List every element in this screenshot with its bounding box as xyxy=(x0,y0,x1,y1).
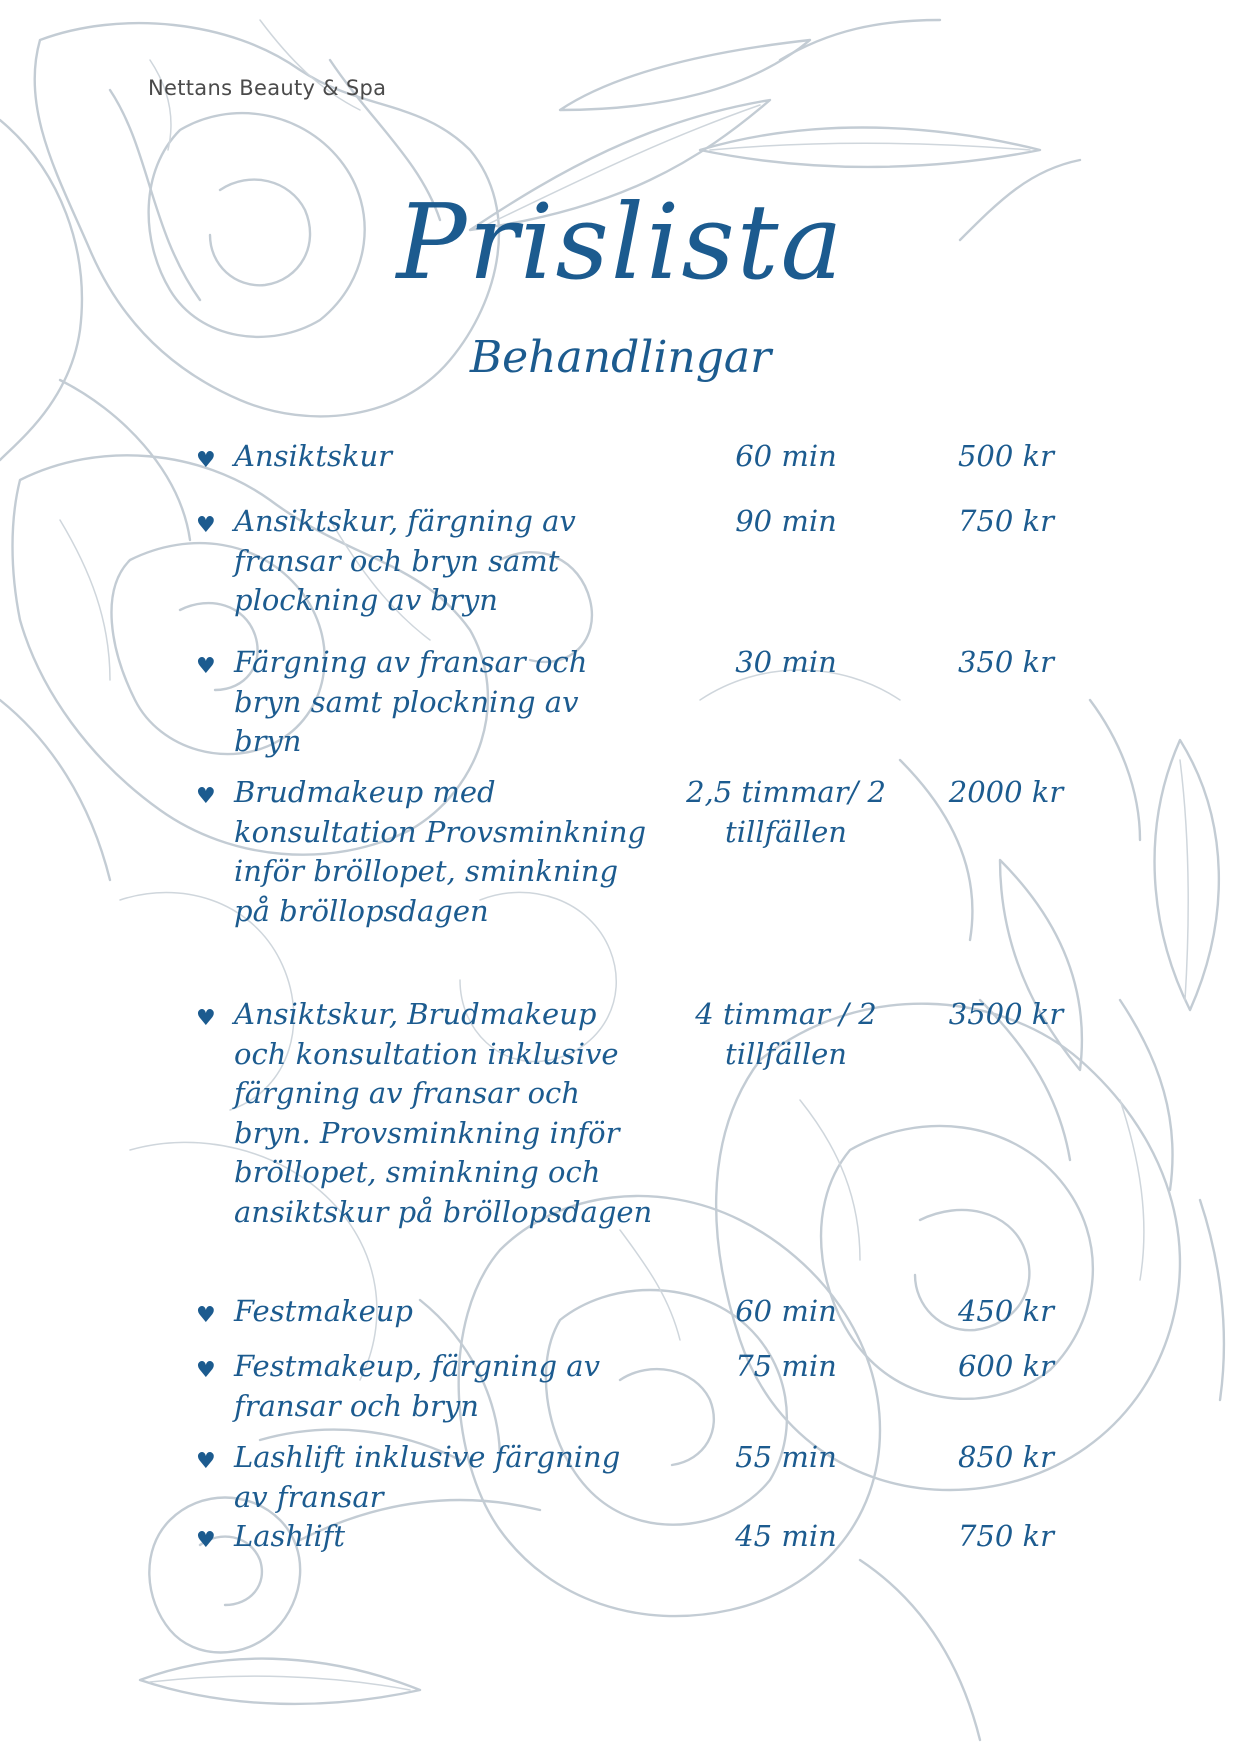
treatment-price: 350 kr xyxy=(957,645,1054,679)
heart-bullet-icon: ♥ xyxy=(196,1358,216,1383)
treatment-name: Ansiktskur, färgning av fransar och bryn samt plockning av bryn xyxy=(234,504,576,617)
treatment-name: Lashlift xyxy=(234,1519,346,1553)
treatment-duration: 4 timmar / 2 tillfällen xyxy=(695,997,877,1071)
heart-bullet-icon: ♥ xyxy=(196,1006,216,1031)
treatment-price: 600 kr xyxy=(957,1349,1054,1383)
treatment-duration: 45 min xyxy=(735,1519,837,1553)
treatment-duration: 75 min xyxy=(735,1349,837,1383)
section-subtitle: Behandlingar xyxy=(469,332,772,383)
treatment-name: Festmakeup, färgning av fransar och bryn xyxy=(234,1349,600,1423)
heart-bullet-icon: ♥ xyxy=(196,513,216,538)
treatment-price: 3500 kr xyxy=(948,997,1064,1031)
treatment-duration: 2,5 timmar/ 2 tillfällen xyxy=(686,775,886,849)
heart-bullet-icon: ♥ xyxy=(196,654,216,679)
treatment-price: 500 kr xyxy=(957,439,1054,473)
treatment-name: Festmakeup xyxy=(234,1294,413,1328)
treatment-name: Brudmakeup med konsultation Provsminkning inför bröllopet, sminkning på bröllopsdagen xyxy=(234,775,647,928)
page-title: Prislista xyxy=(396,181,845,303)
heart-bullet-icon: ♥ xyxy=(196,1449,216,1474)
heart-bullet-icon: ♥ xyxy=(196,448,216,473)
treatment-duration: 55 min xyxy=(735,1440,837,1474)
treatment-duration: 90 min xyxy=(735,504,837,538)
treatment-duration: 30 min xyxy=(735,645,837,679)
heart-bullet-icon: ♥ xyxy=(196,1528,216,1553)
treatment-name: Ansiktskur xyxy=(234,439,392,473)
treatment-name: Ansiktskur, Brudmakeup och konsultation inklusive färgning av fransar och bryn. Provsminkning inför bröllopet, sminkning och ansiktskur på bröllopsdagen xyxy=(234,997,653,1229)
treatment-duration: 60 min xyxy=(735,1294,837,1328)
treatment-name: Lashlift inklusive färgning av fransar xyxy=(234,1440,621,1514)
heart-bullet-icon: ♥ xyxy=(196,784,216,809)
treatment-price: 850 kr xyxy=(957,1440,1054,1474)
treatment-price: 750 kr xyxy=(957,504,1054,538)
treatment-name: Färgning av fransar och bryn samt plockning av bryn xyxy=(234,645,588,758)
brand-name: Nettans Beauty & Spa xyxy=(148,76,387,100)
treatment-price: 450 kr xyxy=(957,1294,1054,1328)
treatment-price: 2000 kr xyxy=(948,775,1064,809)
heart-bullet-icon: ♥ xyxy=(196,1303,216,1328)
treatment-price: 750 kr xyxy=(957,1519,1054,1553)
treatment-duration: 60 min xyxy=(735,439,837,473)
